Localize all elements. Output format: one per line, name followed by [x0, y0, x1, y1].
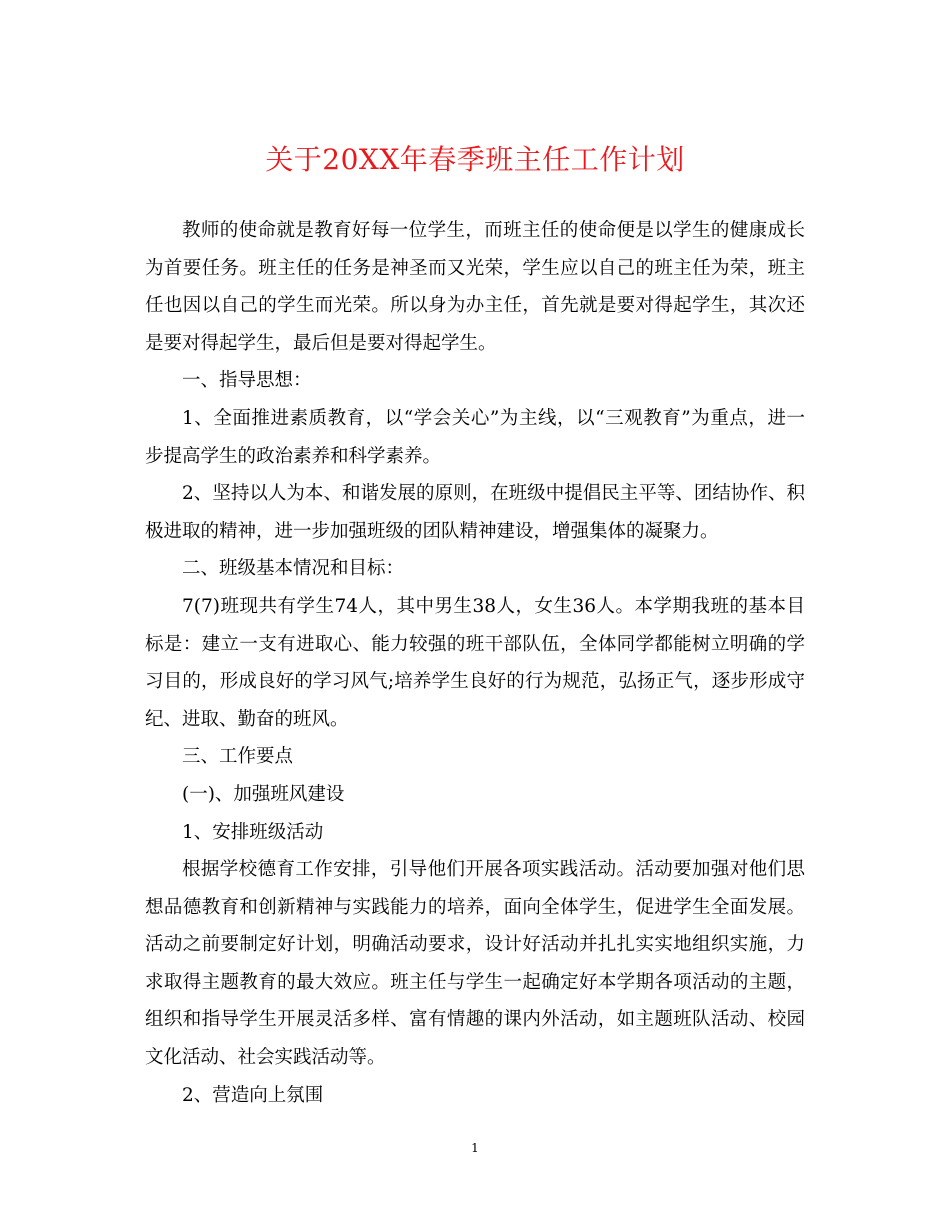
paragraph-ideology-1: 1、全面推进素质教育，以“学会关心”为主线，以“三观教育”为重点，进一步提高学生的政治素养和科学素养。 — [145, 407, 805, 467]
heading-atmosphere: 2、营造向上氛围 — [182, 1084, 324, 1106]
heading-class-situation: 二、班级基本情况和目标： — [182, 558, 405, 580]
paragraph-class-activities: 根据学校德育工作安排，引导他们开展各项实践活动。活动要加强对他们思想品德教育和创新精神与实践能力的培养，面向全体学生，促进学生全面发展。活动之前要制定好计划，明确活动要求，设计好活动并扎扎实实地组织实施，力求取得主题教育的最大效应。班主任与学生一起确定好本学期各项活动的主题，组织和指导学生开展灵活多样、富有情趣的课内外活动，如主题班队活动、校园文化活动、社会实践活动等。 — [145, 859, 805, 1069]
heading-work-points: 三、工作要点 — [182, 746, 294, 768]
paragraph-intro: 教师的使命就是教育好每一位学生，而班主任的使命便是以学生的健康成长为首要任务。班主任的任务是神圣而又光荣，学生应以自己的班主任为荣，班主任也因以自己的学生而光荣。所以身为办主任，首先就是要对得起学生，其次还是要对得起学生，最后但是要对得起学生。 — [145, 220, 805, 354]
heading-class-activities: 1、安排班级活动 — [182, 821, 324, 843]
heading-class-style: (一)、加强班风建设 — [182, 783, 345, 805]
heading-guiding-ideology: 一、指导思想： — [182, 370, 312, 392]
paragraph-ideology-2: 2、坚持以人为本、和谐发展的原则，在班级中提倡民主平等、团结协作、积极进取的精神，进一步加强班级的团队精神建设，增强集体的凝聚力。 — [145, 483, 805, 542]
document-title: 关于20XX年春季班主任工作计划 — [265, 143, 685, 176]
paragraph-class-situation: 7(7)班现共有学生74人，其中男生38人，女生36人。本学期我班的基本目标是：建立一支有进取心、能力较强的班干部队伍，全体同学都能树立明确的学习目的，形成良好的学习风气;培养学生良好的行为规范，弘扬正气，逐步形成守纪、进取、勤奋的班风。 — [145, 595, 805, 730]
document-body — [145, 212, 805, 1114]
page-number: 1 — [471, 1141, 479, 1155]
